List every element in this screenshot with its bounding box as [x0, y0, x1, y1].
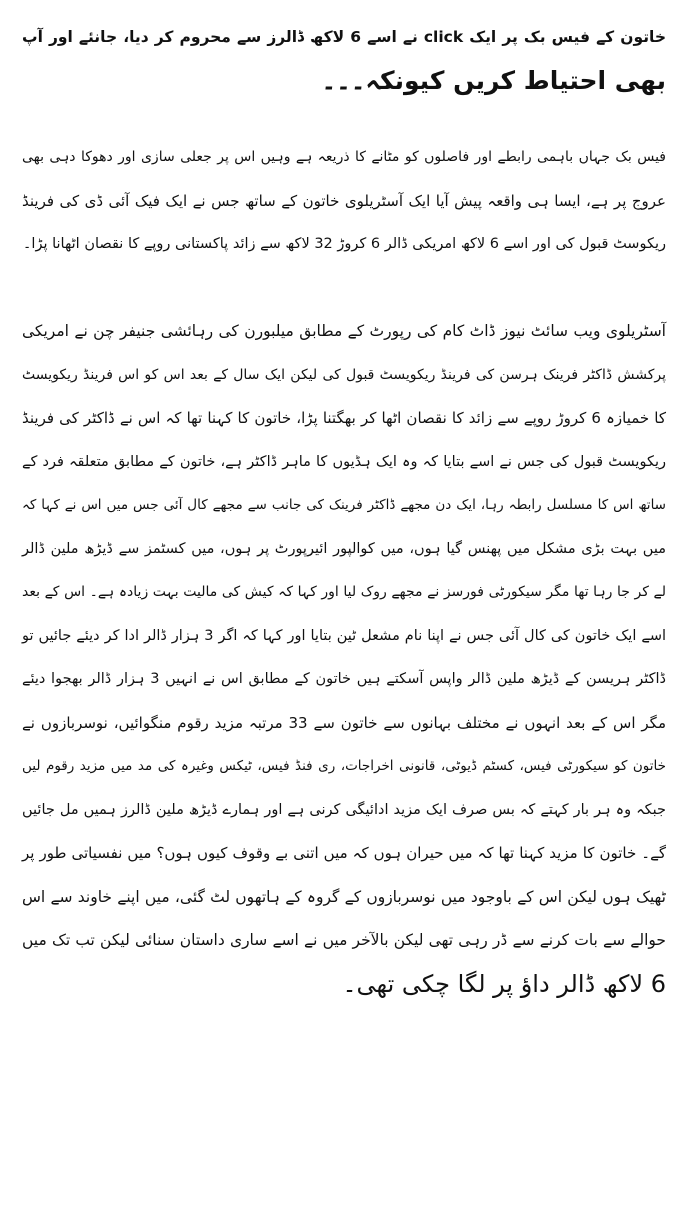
- paragraph-line: عروج پر ہے، ایسا ہی واقعہ پیش آیا ایک آسٹریلوی خاتون کے ساتھ جس نے ایک فیک آئی ڈی کی فرینڈ: [22, 191, 666, 210]
- article-paragraph-2: [22, 310, 666, 1006]
- paragraph-line: ٹھیک ہوں لیکن اس کے باوجود میں نوسربازوں کے گروہ کے ہاتھوں لٹ گئی، میں اپنے خاوند سے اس: [22, 887, 666, 906]
- paragraph-line: حوالے سے بات کرنے سے ڈر رہی تھی لیکن بالآخر میں نے اسے ساری داستان سنائی لیکن تب تک میں: [22, 931, 666, 949]
- paragraph-line: آسٹریلوی ویب سائٹ نیوز ڈاٹ کام کی رپورٹ کے مطابق میلبورن کی رہائشی جنیفر چن نے امریکی: [22, 322, 666, 340]
- paragraph-line: ریکوسٹ قبول کی اور اسے 6 لاکھ امریکی ڈالر 6 کروڑ 32 لاکھ سے زائد پاکستانی روپے کا نقصان اٹھانا پڑا۔: [22, 236, 666, 252]
- paragraph-line: مگر اس کے بعد انہوں نے مختلف بہانوں سے خاتون سے 33 مرتبہ مزید رقوم منگوائیں، نوسربازوں نے: [22, 713, 666, 732]
- paragraph-line: 6 لاکھ ڈالر داؤ پر لگا چکی تھی۔: [342, 969, 666, 998]
- paragraph-line: جبکہ وہ ہر بار کہتے کہ بس صرف ایک مزید ادائیگی کرنی ہے اور ہمارے ڈیڑھ ملین ڈالرز ہمیں مل جائیں: [22, 801, 666, 818]
- paragraph-line: لے کر جا رہا تھا مگر سیکورٹی فورسز نے مجھے روک لیا اور کہا کہ کیش کی مالیت بہت زیادہ ہے۔ اس کے بعد: [22, 584, 666, 600]
- paragraph-line: ساتھ اس کا مسلسل رابطہ رہا، ایک دن مجھے ڈاکٹر فرینک کی جانب سے مجھے کال آئی جس میں اس نے کہا کہ: [22, 497, 666, 513]
- paragraph-line: خاتون کو سیکورٹی فیس، کسٹم ڈیوٹی، قانونی اخراجات، ری فنڈ فیس، ٹیکس وغیرہ کی مد میں مزید رقوم لیں: [22, 758, 666, 774]
- article-headline: [22, 15, 666, 103]
- paragraph-line: اسے ایک خاتون کی کال آئی جس نے اپنا نام مشعل ٹین بتایا اور کہا کہ اگر 3 ہزار ڈالر ادا کر دیئے جائیں تو: [22, 627, 666, 644]
- article-paragraph-1: [22, 136, 666, 267]
- paragraph-line: فیس بک جہاں باہمی رابطے اور فاصلوں کو مٹانے کا ذریعہ ہے وہیں اس پر جعلی سازی اور دھوکا دہی بھی: [22, 149, 666, 165]
- paragraph-line: میں بہت بڑی مشکل میں پھنس گیا ہوں، میں کوالپور ائیرپورٹ پر ہوں، میں کسٹمز سے ڈیڑھ ملین ڈالر: [22, 540, 666, 557]
- paragraph-line: ڈاکٹر ہریسن کے ڈیڑھ ملین ڈالر واپس آسکتے ہیں خاتون کے مطابق اس نے انہیں 3 ہزار ڈالر بھجوا دیئے: [22, 671, 666, 687]
- paragraph-line: کا خمیازہ 6 کروڑ روپے سے زائد کا نقصان اٹھا کر بھگتنا پڑا، خاتون کا کہنا تھا کہ اس نے ڈاکٹر کی فرینڈ: [22, 409, 667, 427]
- paragraph-line: ریکویسٹ قبول کی جس نے اسے بتایا کہ وہ ایک ہڈیوں کا ماہر ڈاکٹر ہے، خاتون کے مطابق متعلقہ فرد کے: [22, 453, 666, 470]
- headline-line: خاتون کے فیس بک پر ایک click نے اسے 6 لاکھ ڈالرز سے محروم کر دیا، جانئے اور آپ: [22, 28, 666, 46]
- paragraph-line: گے۔ خاتون کا مزید کہنا تھا کہ میں حیران ہوں کہ میں اتنی بے وقوف کیوں ہوں؟ میں نفسیاتی طور پر: [22, 844, 666, 862]
- paragraph-line: پرکشش ڈاکٹر فرینک ہرسن کی فرینڈ ریکویسٹ قبول کی لیکن ایک سال کے بعد اس کو اس فرینڈ ریکویسٹ: [22, 366, 666, 383]
- headline-line: بھی احتیاط کریں کیونکہ۔۔۔: [321, 66, 666, 95]
